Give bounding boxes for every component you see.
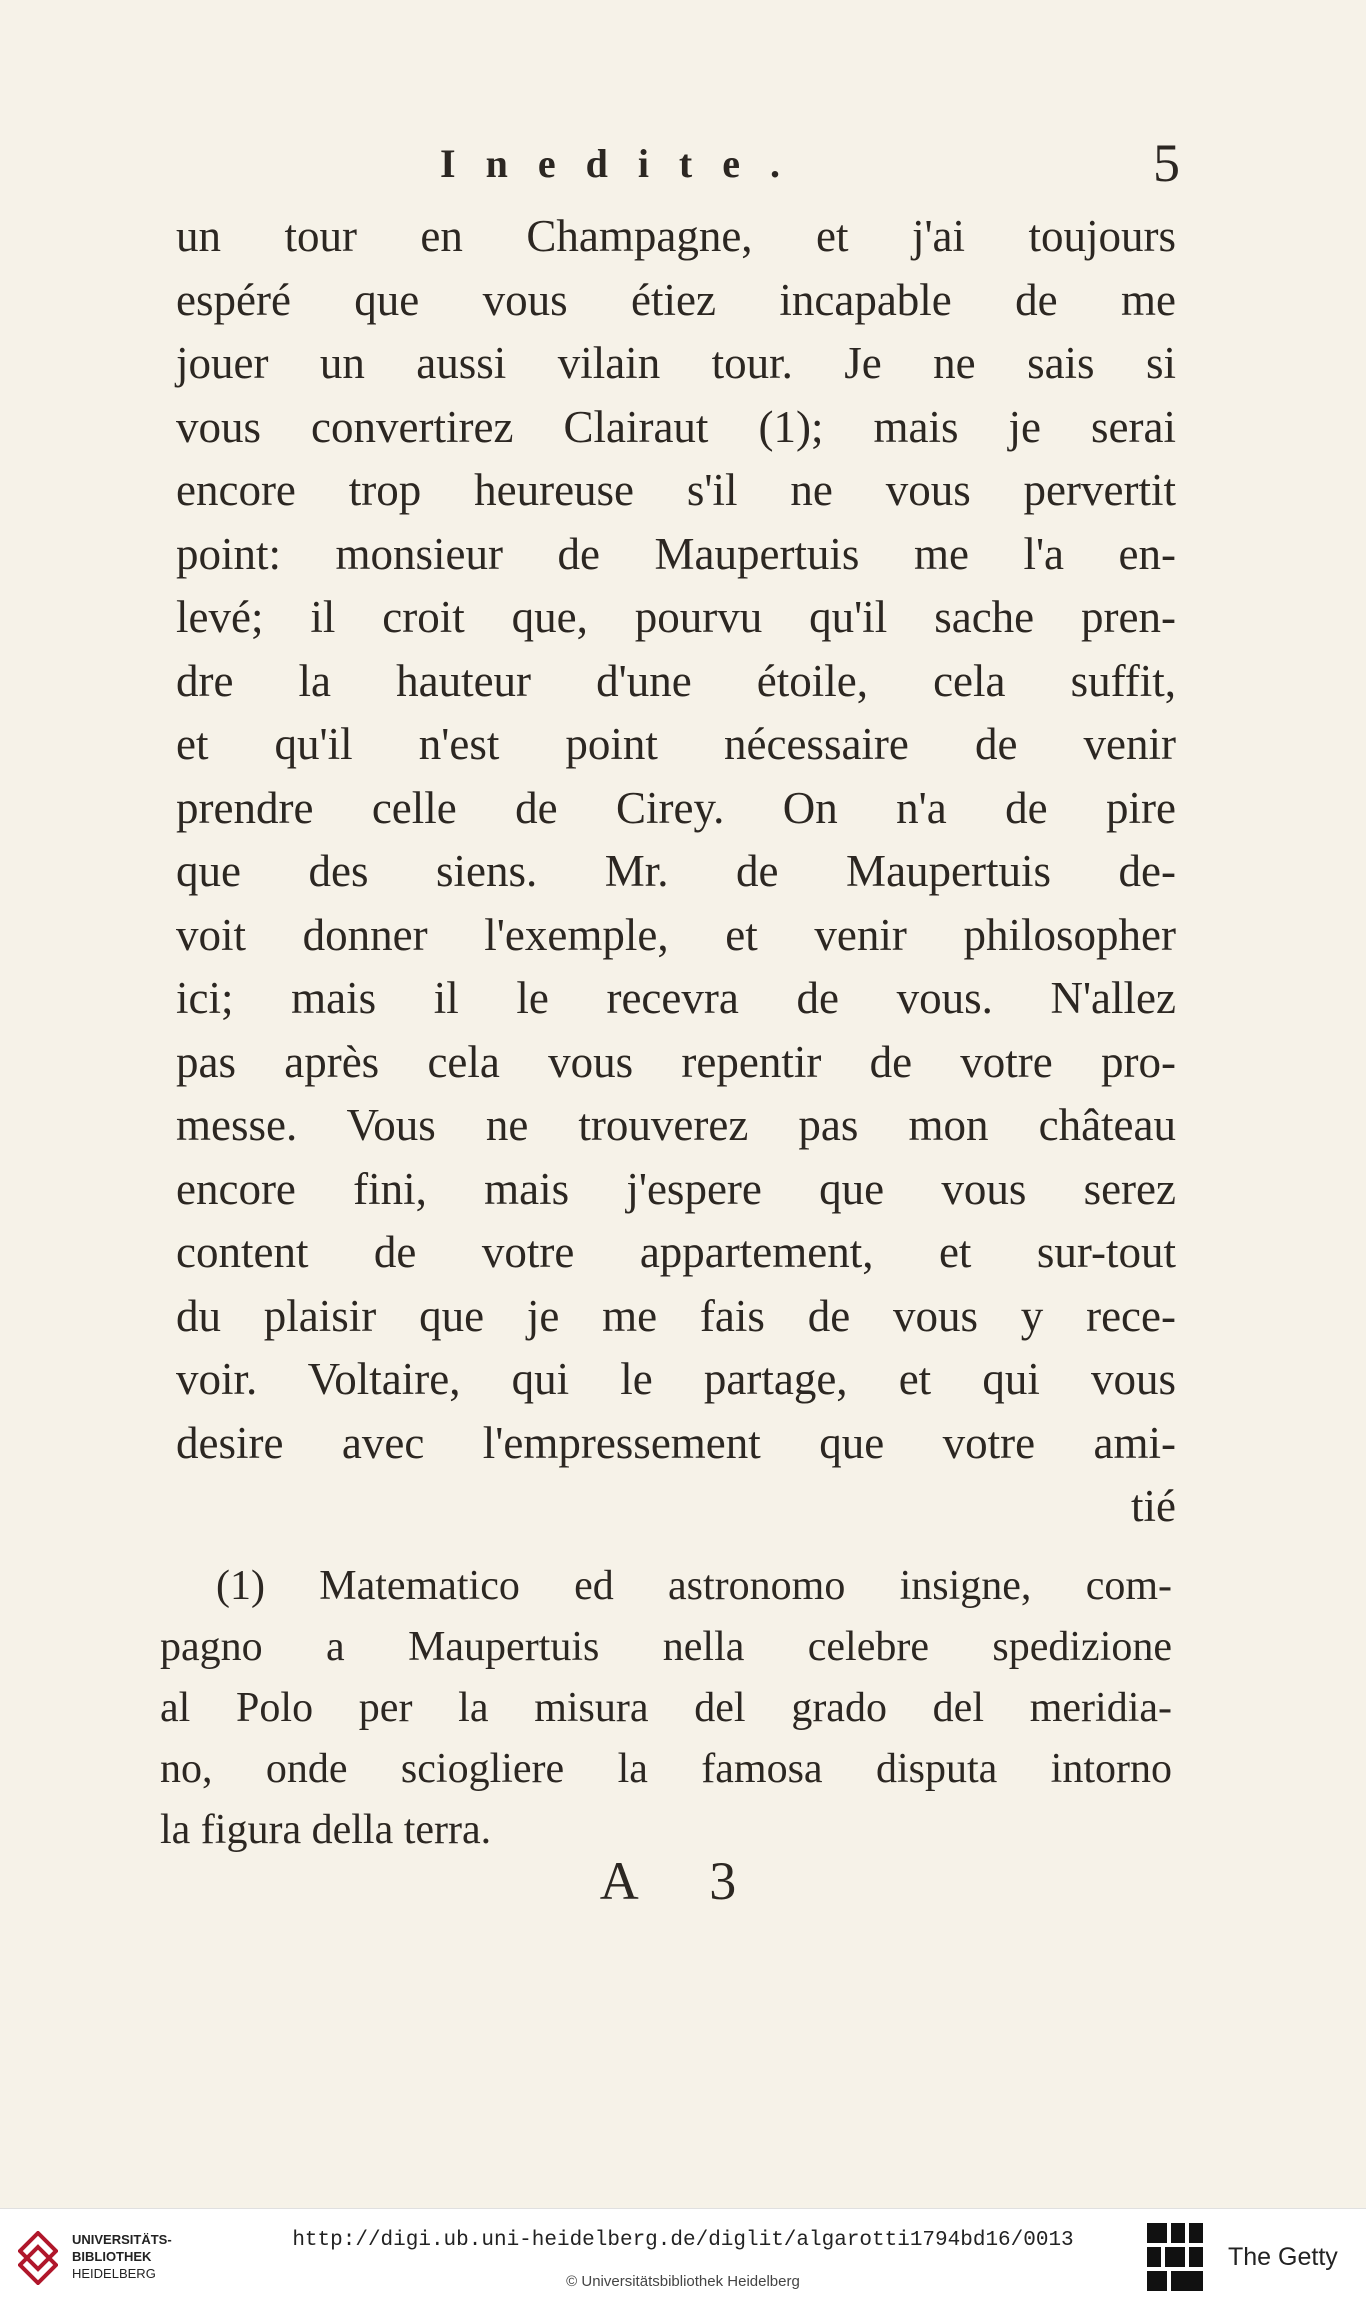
- footnote-line: pagno a Maupertuis nella celebre spedizione: [160, 1624, 1172, 1670]
- text-line: encore fini, mais j'espere que vous serez: [176, 1163, 1176, 1214]
- text-line: encore trop heureuse s'il ne vous pervertit: [176, 465, 1176, 515]
- catchword: tié: [1131, 1481, 1176, 1531]
- permalink-url[interactable]: http://digi.ub.uni-heidelberg.de/diglit/algarotti1794bd16/0013: [292, 2229, 1074, 2252]
- footnote: [160, 1556, 1172, 1861]
- text-line: vous convertirez Clairaut (1); mais je serai: [176, 401, 1176, 452]
- text-line: jouer un aussi vilain tour. Je ne sais si: [176, 338, 1176, 388]
- signature-mark: A 3: [599, 1851, 767, 1911]
- footnote-line: al Polo per la misura del grado del meridia-: [160, 1685, 1172, 1731]
- text-line: et qu'il n'est point nécessaire de venir: [176, 719, 1176, 769]
- page-number: 5: [1153, 133, 1180, 193]
- text-line: espéré que vous étiez incapable de me: [176, 274, 1176, 325]
- running-title: Inedite.: [440, 141, 810, 186]
- text-line: pas après cela vous repentir de votre pro-: [176, 1036, 1176, 1087]
- text-line: ici; mais il le recevra de vous. N'allez: [176, 973, 1176, 1023]
- library-name-line: HEIDELBERG: [72, 2266, 156, 2281]
- copyright-notice: © Universitätsbibliothek Heidelberg: [566, 2273, 800, 2290]
- footnote-line: (1) Matematico ed astronomo insigne, com-: [216, 1563, 1172, 1609]
- text-line: du plaisir que je me fais de vous y rece-: [176, 1290, 1176, 1341]
- text-line: messe. Vous ne trouverez pas mon château: [176, 1100, 1176, 1150]
- main-text: [176, 205, 1176, 1539]
- partner-name: The Getty: [1228, 2243, 1338, 2271]
- getty-logo-icon: [1145, 2221, 1205, 2293]
- text-line: voir. Voltaire, qui le partage, et qui vous: [176, 1354, 1176, 1404]
- text-line: dre la hauteur d'une étoile, cela suffit,: [176, 655, 1176, 706]
- library-name-line: BIBLIOTHEK: [72, 2249, 152, 2264]
- text-line: desire avec l'empressement que votre ami-: [176, 1417, 1176, 1468]
- text-line: point: monsieur de Maupertuis me l'a en-: [176, 528, 1176, 579]
- library-name-line: UNIVERSITÄTS-: [72, 2232, 172, 2247]
- text-line: un tour en Champagne, et j'ai toujours: [176, 211, 1176, 261]
- footnote-line: no, onde sciogliere la famosa disputa intorno: [160, 1746, 1172, 1792]
- text-line: levé; il croit que, pourvu qu'il sache pren-: [176, 592, 1176, 642]
- footnote-line: la figura della terra.: [160, 1807, 492, 1853]
- text-line: content de votre appartement, et sur-tout: [176, 1227, 1176, 1277]
- text-line: prendre celle de Cirey. On n'a de pire: [176, 782, 1176, 833]
- text-line: que des siens. Mr. de Maupertuis de-: [176, 846, 1176, 896]
- page-header: [440, 133, 1180, 196]
- text-line: voit donner l'exemple, et venir philosopher: [176, 909, 1176, 960]
- digitization-footer: [0, 2208, 1366, 2305]
